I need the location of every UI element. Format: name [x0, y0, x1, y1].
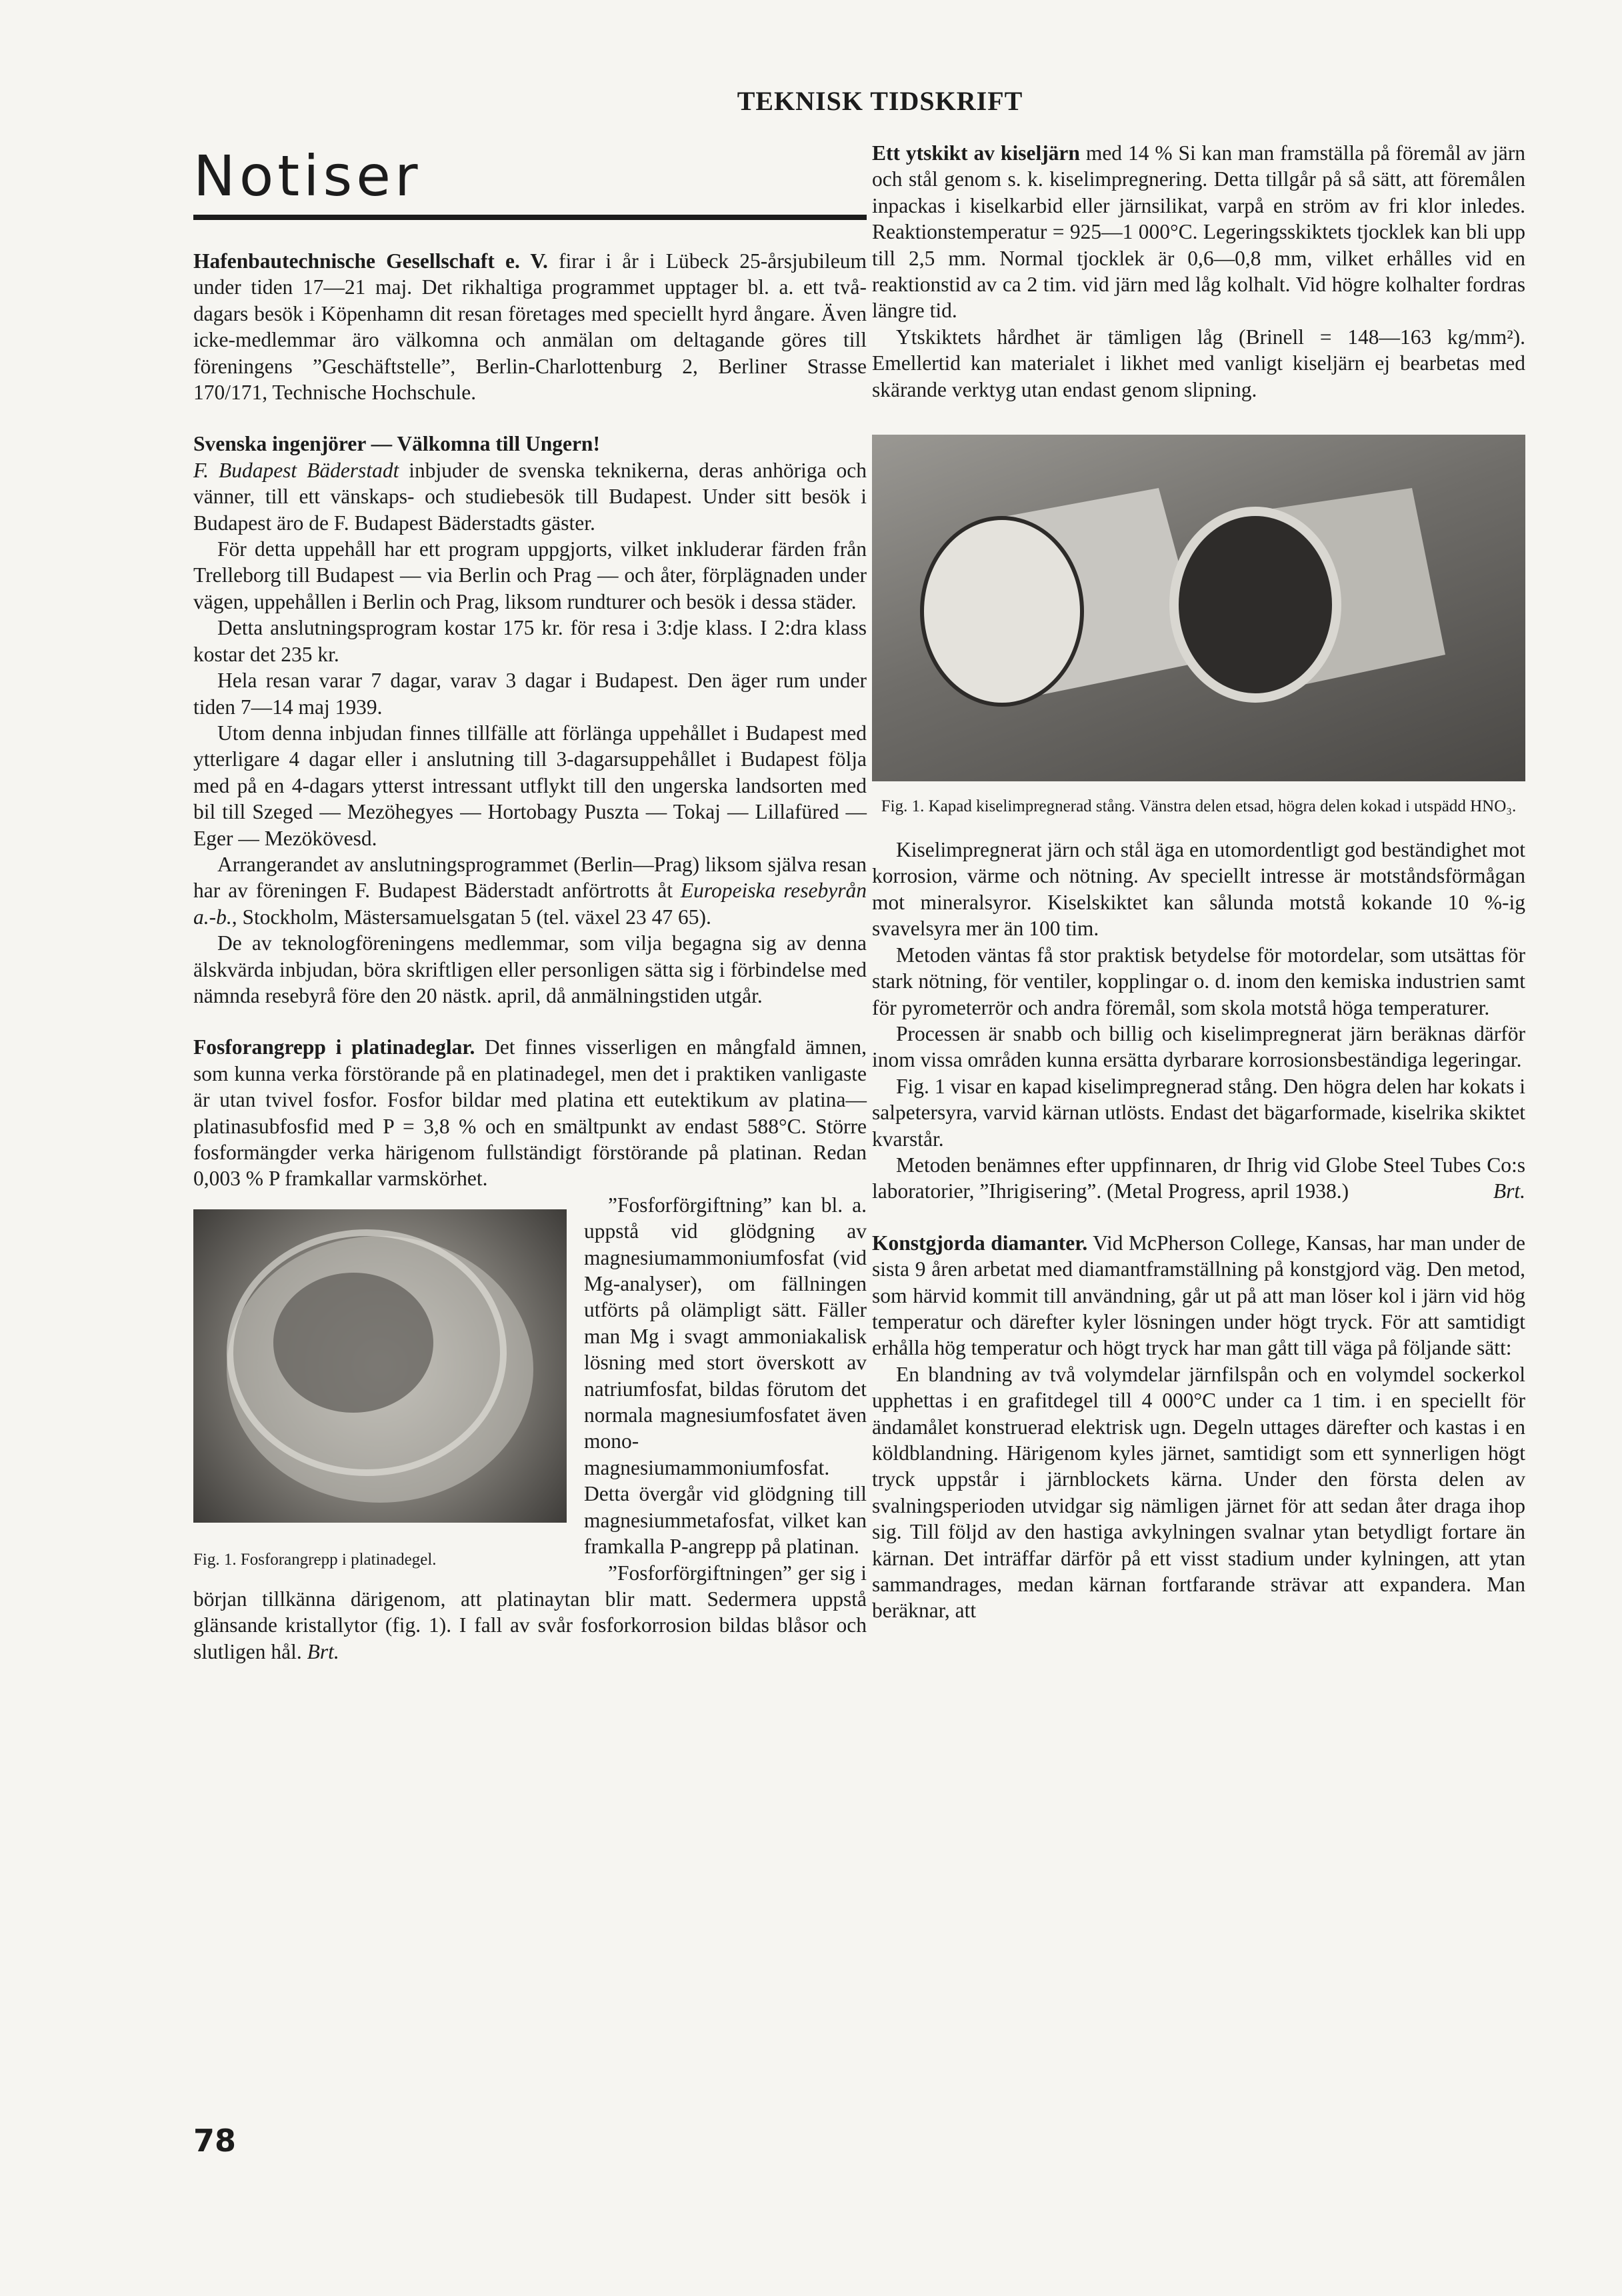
paragraph [193, 457, 867, 536]
article-text: firar i år i Lübeck 25-årsjubileum under tiden 17—21 maj. Det rikhaltiga programmet upptager bl. a. ett två-dagars besök i Köpenhamn dit resan företages med speciellt hyrd ångare. Även icke-medlemmar äro välkomna och anmälan om deltagande göres till föreningens ”Geschäftstelle”, Berlin-Charlottenburg 2, Berliner Strasse 170/171, Technische Hochschule. [193, 249, 867, 405]
article-text: ”Fosforförgiftningen” ger sig i början tillkänna därigenom, att platinaytan blir matt. Sedermera uppstå glänsande kristallytor (fig. 1). I fall av svår fosforkorrosion bildas blåsor och slutligen hål. [193, 1561, 867, 1663]
article-fosfor [193, 1034, 867, 1191]
paragraph: För detta uppehåll har ett program uppgjorts, vilket inkluderar färden från Trelleborg till Budapest — via Berlin och Prag — och åter, förplägnaden under vägen, uppehållen i Berlin och Prag, liksom rundturer och besök i dessa städer. [193, 537, 867, 613]
signature: Brt. [1493, 1179, 1525, 1203]
paragraph: En blandning av två volymdelar järnfilspån och en volymdel sockerkol upphettas i en grafitdegel till 4 000°C under ca 1 tim. i en speciellt för ändamålet konstruerad elektrisk ugn. Degeln uttages därefter och kastas i en köldblandning. Härigenom kyles järnet, samtidigt som ett synnerligen högt tryck uppstår i järnblockets kärna. Under den första delen av svalningsperioden utvidgar sig nämligen järnet för att sedan åter draga ihop sig. Till följd av den hastiga avkylningen svalnar ytan betydligt fortare än kärnan. Det inträffar därför på ett visst stadium under kylningen, att ytan sammandrages, medan kärnan fortfarande strävar att expandera. Man beräknar, att [872, 1362, 1525, 1623]
paragraph: Fig. 1 visar en kapad kiselimpregnerad stång. Den högra delen har kokats i salpetersyra, varvid kärnan utlösts. Endast det bägarformade, kiselrika skiktet kvarstår. [872, 1074, 1525, 1151]
paragraph [193, 1560, 867, 1665]
crucible-photo [193, 1209, 567, 1523]
paragraph: Ytskiktets hårdhet är tämligen låg (Brinell = 148—163 kg/mm²). Emellertid kan materialet i likhet med vanligt kiseljärn ej bearbetas med skärande verktyg utan endast genom slipning. [872, 325, 1525, 401]
paragraph [193, 851, 867, 930]
right-column [872, 140, 1525, 1624]
italic-text: Europeiska resebyrån a.-b. [193, 879, 867, 929]
article-heading: Konstgjorda diamanter. [872, 1231, 1088, 1255]
article-heading: Fosforangrepp i platinadeglar. [193, 1035, 475, 1059]
paragraph: ”Fosforförgiftning” kan bl. a. uppstå vid glödgning av magnesiumammoniumfosfat (vid Mg-analyser), om fällningen utförts på olämpligt sätt. Fäller man Mg i svagt ammoniakalisk lösning med stort överskott av natriumfosfat, bildas förutom det normala magnesiumfosfatet även mono-magnesiumammoniumfosfat. Detta övergår vid glödgning till magnesiummetafosfat, vilket kan framkalla P-angrepp på platinan. [584, 1193, 867, 1559]
paragraph: Metoden väntas få stor praktisk betydelse för motordelar, som utsättas för stark nötning, för ventiler, kopplingar o. d. inom den kemiska industrien samt för pyrometerrör och andra föremål, som skola motstå höga temperaturer. [872, 943, 1525, 1019]
figure-rod-photo [872, 435, 1525, 781]
rod-illustration [872, 435, 1525, 781]
paragraph: Hela resan varar 7 dagar, varav 3 dagar i Budapest. Den äger rum under tiden 7—14 maj 1939. [193, 669, 867, 719]
article-ungern-heading-row [193, 431, 867, 457]
article-heading: Svenska ingenjörer — Välkomna till Ungern! [193, 432, 600, 456]
article-diamanter [872, 1230, 1525, 1361]
article-kiseljarn [872, 140, 1525, 324]
article-text: , Stockholm, Mästersamuelsgatan 5 (tel. växel 23 47 65). [231, 905, 711, 929]
paragraph: Detta anslutningsprogram kostar 175 kr. för resa i 3:dje klass. I 2:dra klass kostar det 235 kr. [193, 616, 867, 666]
paragraph: Kiselimpregnerat järn och stål äga en utomordentligt god beständighet mot korrosion, värme och nötning. Av speciellt intresse är motståndsförmågan mot mineralsyror. Kiselskiktet kan sålunda motstå kokande 10 %-ig svavelsyra mer än 100 tim. [872, 838, 1525, 941]
article-text: Det finnes visserligen en mångfald ämnen, som kunna verka förstörande på en platinadegel, men det i praktiken vanligaste är utan tvivel fosfor. Fosfor bildar med platina ett eutektikum av platina—platinasubfosfid med P = 3,8 % och en smältpunkt av endast 588°C. Större fosformängder verka härigenom fullständigt förstörande på platinan. Redan 0,003 % P framkallar varmskörhet. [193, 1035, 867, 1191]
article-heading: Hafenbautechnische Gesellschaft e. V. [193, 249, 548, 273]
article-heading: Ett ytskikt av kiseljärn [872, 141, 1080, 165]
article-text: med 14 % Si kan man framställa på föremål av järn och stål genom s. k. kiselimpregnering. Detta tillgår på så sätt, att föremålen inpackas i kiselkarbid eller järnsilikat, varpå en ström av fri klor inledes. Reaktionstemperatur = 925—1 000°C. Legeringsskiktets tjocklek kan bli upp till 2,5 mm. Normal tjocklek är 0,6—0,8 mm, vilket erhålles vid en reaktionstid av ca 2 tim. vid järn med låg kolhalt. Vid högre kolhalter fordras längre tid. [872, 141, 1525, 323]
paragraph: Processen är snabb och billig och kiselimpregnerat järn beräknas därför inom vissa områden kunna ersätta dyrbarare korrosionsbeständiga legeringar. [872, 1021, 1525, 1072]
page-number: 78 [193, 2123, 237, 2159]
masthead: TEKNISK TIDSKRIFT [737, 86, 1023, 116]
figure-caption: Fig. 1. Kapad kiselimpregnerad stång. Vänstra delen etsad, högra delen kokad i utspädd HNO₃. [881, 797, 1517, 816]
article-text: Arrangerandet av anslutningsprogrammet (Berlin—Prag) liksom själva resan har av föreningen F. Budapest Bäderstadt anförtrotts åt [193, 852, 867, 903]
crucible-illustration [193, 1209, 567, 1523]
article-text: Metoden benämnes efter uppfinnaren, dr Ihrig vid Globe Steel Tubes Co:s laboratorier, ”Ihrigisering”. (Metal Progress, april 1938.) [872, 1153, 1525, 1203]
left-column [193, 248, 867, 1665]
paragraph: De av teknologföreningens medlemmar, som vilja begagna sig av denna älskvärda inbjudan, böra skriftligen eller personligen sätta sig i förbindelse med nämnda resebyrå före den 20 nästk. april, då anmälningstiden utgår. [193, 931, 867, 1007]
section-title: Notiser [193, 143, 422, 209]
signature: Brt. [307, 1639, 339, 1663]
italic-lead: F. Budapest Bäderstadt [193, 458, 399, 482]
paragraph: Utom denna inbjudan finnes tillfälle att förlänga uppehållet i Budapest med ytterligare 4 dagar eller i anslutning till 3-dagarsuppehållet i Budapest följa med på en 4-dagars ytterst intressant utflykt till den ungerska landsorten med bil till Szeged — Mezöhegyes — Hortobagy Puszta — Tokaj — Lillafüred — Eger — Mezökövesd. [193, 721, 867, 850]
article-text: inbjuder de svenska teknikerna, deras anhöriga och vänner, till ett vänskaps- och studiebesök till Budapest. Under sitt besök i Budapest äro de F. Budapest Bäderstadts gäster. [193, 458, 867, 535]
article-hafenbau [193, 248, 867, 405]
figure-crucible [193, 1196, 567, 1570]
paragraph [872, 1152, 1525, 1205]
figure-caption: Fig. 1. Fosforangrepp i platinadegel. [193, 1550, 437, 1569]
article-text: Vid McPherson College, Kansas, har man under de sista 9 åren arbetat med diamantframställning på konstgjord väg. Den metod, som härvid kommit till användning, går ut på att man löser kol i järn vid hög temperatur och därefter kyler lösningen under högt tryck. För att samtidigt erhålla hög temperatur och högt tryck har man gått till väga på följande sätt: [872, 1231, 1525, 1360]
title-rule [193, 215, 867, 220]
